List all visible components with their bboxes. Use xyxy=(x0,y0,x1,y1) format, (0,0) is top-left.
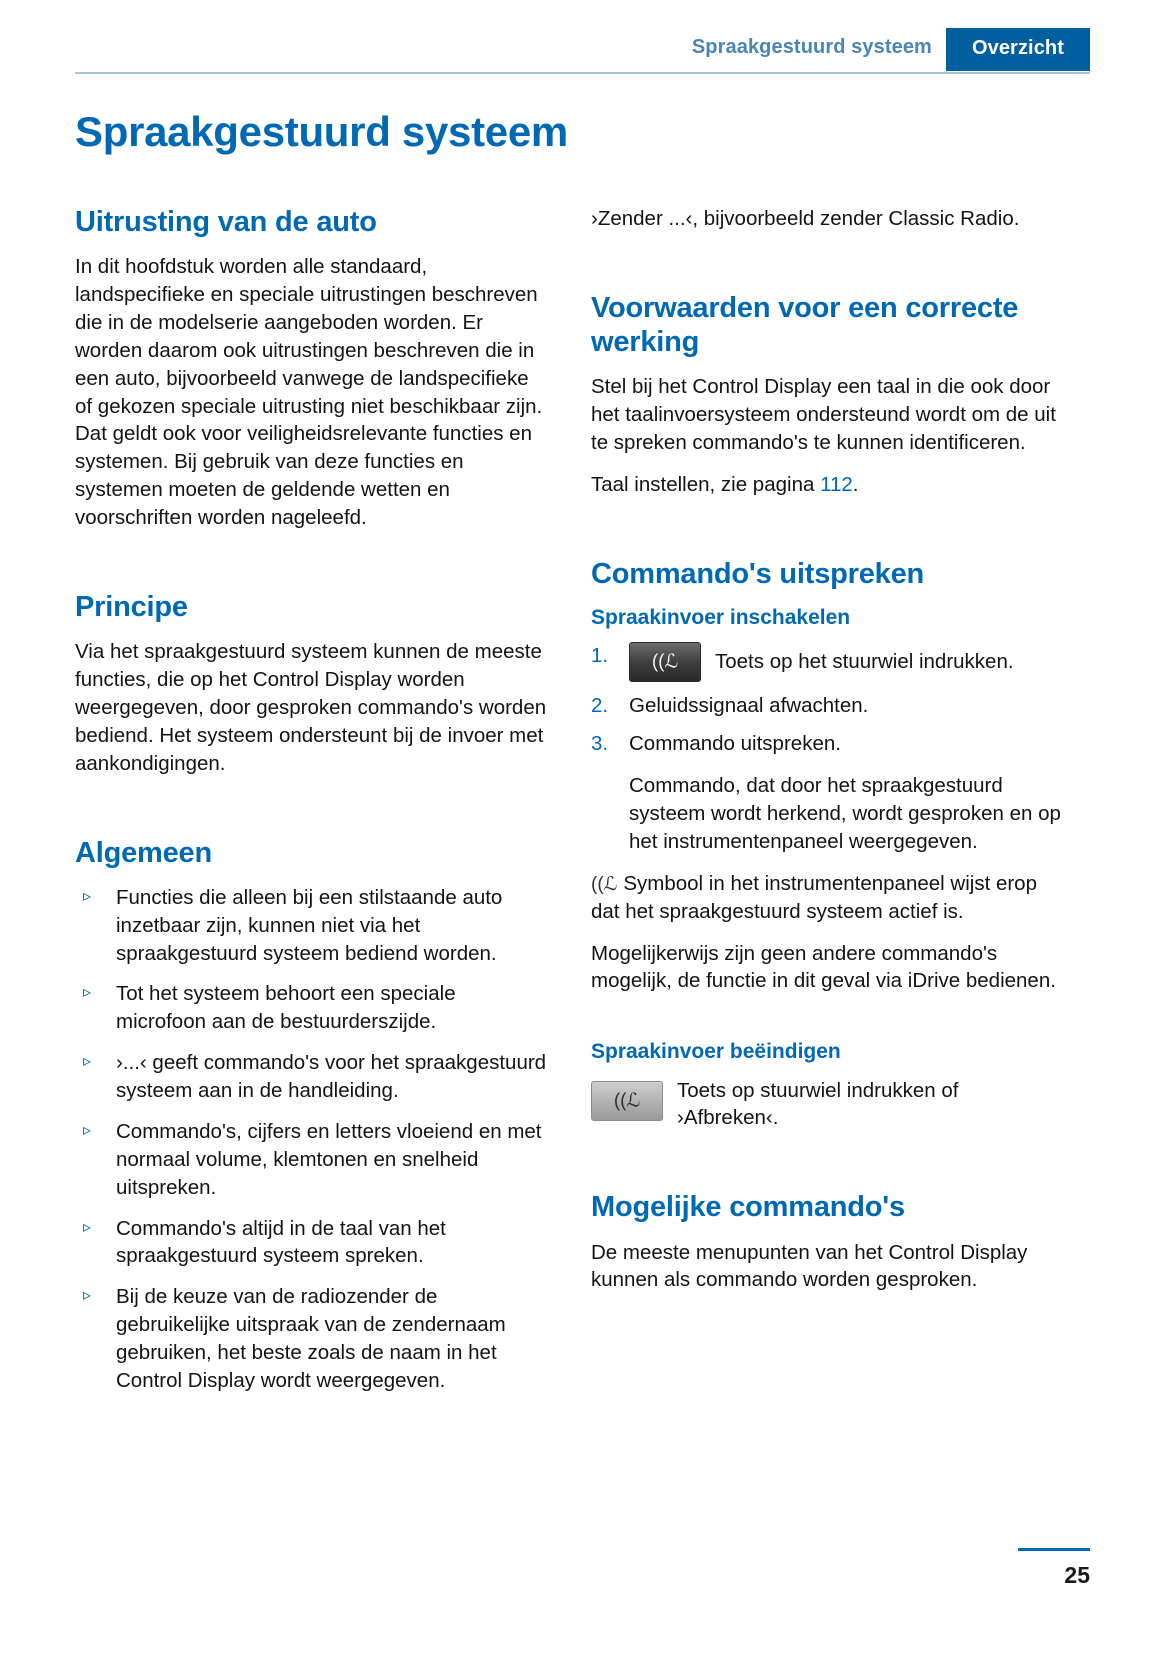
breadcrumb: Spraakgestuurd systeem xyxy=(691,36,932,58)
step-number: 2. xyxy=(591,694,609,718)
voice-key-glyph: ((ℒ xyxy=(651,651,679,673)
list-item xyxy=(75,1215,549,1271)
paragraph-voorwaarden: Stel bij het Control Display een taal in die ook door het taalinvoersysteem ondersteund wordt om de uit te spreken commando's te kunnen identificeren. xyxy=(591,375,1056,455)
list-item xyxy=(75,884,549,968)
heading-voorwaarden: Voorwaarden voor een correcte werking xyxy=(591,291,1019,359)
voice-key-icon xyxy=(591,1081,663,1121)
end-voice-input-row xyxy=(591,1077,1065,1133)
paragraph-principe: Via het spraakgestuurd systeem kunnen de meeste functies, die op het Control Display worden weergegeven, door gesproken commando's worden bediend. Het systeem ondersteunt bij de invoer met aankondigingen. xyxy=(75,640,547,775)
spacer xyxy=(75,792,549,836)
symbol-note xyxy=(591,870,1065,926)
heading-uitrusting: Uitrusting van de auto xyxy=(75,206,377,238)
triangle-bullet-icon: ▹ xyxy=(83,984,92,1002)
triangle-bullet-icon: ▹ xyxy=(83,887,92,905)
step-number: 3. xyxy=(591,732,609,756)
list-item-text: Commando's altijd in de taal van het spraakgestuurd systeem spreken. xyxy=(116,1216,446,1268)
step-item xyxy=(591,692,1065,720)
right-column xyxy=(591,205,1065,1308)
step3-note: Commando, dat door het spraakgestuurd systeem wordt herkend, wordt gesproken en op het instrumentenpaneel weergegeven. xyxy=(629,774,1061,853)
extra-note: Mogelijkerwijs zijn geen andere commando's mogelijk, de functie in dit geval via iDrive bedienen. xyxy=(591,941,1056,993)
heading-algemeen: Algemeen xyxy=(75,836,212,869)
continuation-text: ›Zender ...‹, bijvoorbeeld zender Classic Radio. xyxy=(591,207,1020,230)
list-item-text: Bij de keuze van de radiozender de gebruikelijke uitspraak van de zendernaam gebruiken, het beste zoals de naam in het Control Display wordt weergegeven. xyxy=(116,1285,506,1392)
page-header xyxy=(75,28,1090,72)
header-divider xyxy=(75,72,1090,74)
left-column xyxy=(75,205,549,1408)
list-item-text: ›...‹ geeft commando's voor het spraakgestuurd systeem aan in de handleiding. xyxy=(116,1051,547,1103)
step-text: Geluidssignaal afwachten. xyxy=(629,694,869,718)
heading-spraakinvoer-inschakelen: Spraakinvoer inschakelen xyxy=(591,606,851,630)
spacer xyxy=(75,546,549,590)
voice-key-glyph: ((ℒ xyxy=(613,1090,641,1112)
heading-mogelijke-commandos: Mogelijke commando's xyxy=(591,1191,905,1224)
heading-commandos-uitspreken: Commando's uitspreken xyxy=(591,557,925,590)
paragraph-uitrusting: In dit hoofdstuk worden alle standaard, landspecifieke en speciale uitrustingen beschreven die in de modelserie aangeboden worden. Er worden daarom ook uitrustingen beschreven die in een auto, bijvoorbeeld vanwege de landspecifieke of gekozen speciale uitrusting niet beschikbaar zijn. Dat geldt ook voor veiligheidsrelevante functies en systemen. Bij gebruik van deze functies en systemen moeten de geldende wetten en voorschriften worden nageleefd. xyxy=(75,255,543,530)
voice-symbol-icon: ((ℒ xyxy=(591,873,618,895)
spacer xyxy=(591,513,1065,557)
page-number: 25 xyxy=(1064,1562,1090,1588)
page-title: Spraakgestuurd systeem xyxy=(75,108,568,155)
step-number: 1. xyxy=(591,644,609,668)
list-item-text: Functies die alleen bij een stilstaande auto inzetbaar zijn, kunnen niet via het spraakgestuurd systeem bediend worden. xyxy=(116,885,503,965)
steps-list xyxy=(591,642,1065,758)
step-item xyxy=(591,730,1065,758)
end-voice-input-text: Toets op stuurwiel indrukken of ›Afbreken‹. xyxy=(677,1078,959,1130)
triangle-bullet-icon: ▹ xyxy=(83,1053,92,1071)
taal-reference xyxy=(591,471,1065,499)
triangle-bullet-icon: ▹ xyxy=(83,1218,92,1236)
list-item-text: Tot het systeem behoort een speciale microfoon aan de bestuurderszijde. xyxy=(116,982,456,1034)
heading-spraakinvoer-beeindigen: Spraakinvoer beëindigen xyxy=(591,1040,841,1064)
heading-principe: Principe xyxy=(75,590,188,623)
voice-key-icon xyxy=(629,642,701,682)
step-text: Commando uitspreken. xyxy=(629,732,841,756)
step-item xyxy=(591,642,1065,682)
list-item xyxy=(75,1283,549,1395)
footer-divider xyxy=(1018,1548,1090,1551)
algemeen-bullet-list xyxy=(75,884,549,1395)
triangle-bullet-icon: ▹ xyxy=(83,1287,92,1305)
step-content xyxy=(629,642,1065,682)
step-text: Toets op het stuurwiel indrukken. xyxy=(715,650,1014,674)
list-item xyxy=(75,1118,549,1202)
spacer xyxy=(591,1146,1065,1190)
list-item-text: Commando's, cijfers en letters vloeiend en met normaal volume, klemtonen en snelheid uitspreken. xyxy=(116,1119,542,1199)
symbol-note-text: Symbool in het instrumentenpaneel wijst erop dat het spraakgestuurd systeem actief is. xyxy=(591,871,1037,923)
spacer xyxy=(591,1009,1065,1039)
triangle-bullet-icon: ▹ xyxy=(83,1121,92,1139)
section-tab: Overzicht xyxy=(946,28,1090,71)
spacer xyxy=(591,247,1065,291)
list-item xyxy=(75,1049,549,1105)
list-item xyxy=(75,980,549,1036)
page-reference-link[interactable]: 112 xyxy=(820,472,853,496)
reference-prefix: Taal instellen, zie pagina xyxy=(591,472,821,496)
reference-suffix: . xyxy=(852,472,859,496)
paragraph-mogelijke-commandos: De meeste menupunten van het Control Display kunnen als commando worden gesproken. xyxy=(591,1240,1028,1292)
